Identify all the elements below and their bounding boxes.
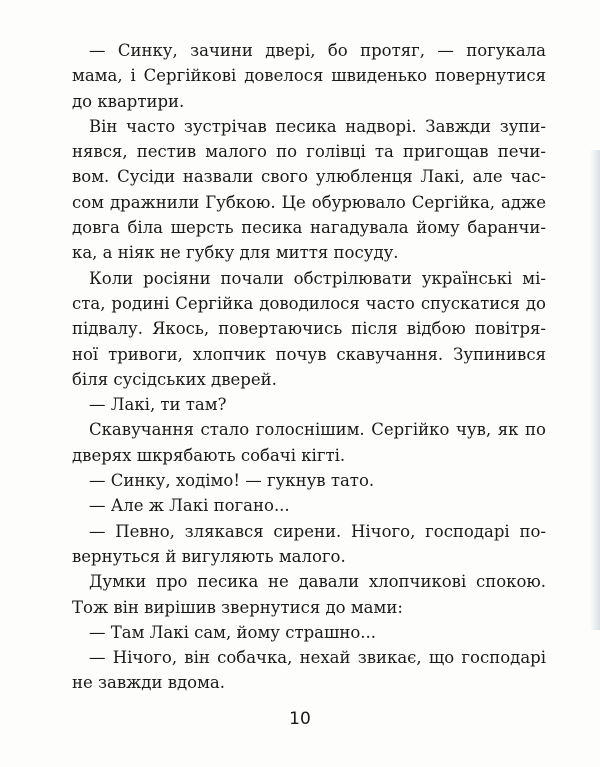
text-line: Тож він вирішив звернутися до мами: xyxy=(72,597,403,617)
text-line: дверях шкрябають собачі кігті. xyxy=(72,445,346,465)
text-line: не завжди вдома. xyxy=(72,673,226,693)
text-line: мама, і Сергійкові довелося швиденько повернутися xyxy=(72,66,546,86)
text-line: — Певно, злякався сирени. Нічого, господарі по- xyxy=(89,521,546,541)
story-text xyxy=(72,38,546,696)
text-line: Думки про песика не давали хлопчикові спокою. xyxy=(89,572,546,592)
text-line: Він часто зустрічав песика надворі. Завжди зупи- xyxy=(89,116,546,136)
text-line: довга біла шерсть песика нагадувала йому баранчи- xyxy=(72,218,546,238)
text-line: — Але ж Лакі погано... xyxy=(89,496,290,516)
text-line: до квартири. xyxy=(72,91,185,111)
text-line: біля сусідських дверей. xyxy=(72,369,277,389)
text-line: — Синку, зачини двері, бо протяг, — погукала xyxy=(89,41,546,60)
text-line: — Синку, ходімо! — гукнув тато. xyxy=(89,471,375,491)
text-line: Коли росіяни почали обстрілювати українські мі- xyxy=(89,268,546,288)
text-line: підвалу. Якось, повертаючись після відбою повітря- xyxy=(72,319,546,339)
text-line: ста, родині Сергійка доводилося часто спускатися до xyxy=(72,293,546,313)
text-line: ка, а ніяк не губку для миття посуду. xyxy=(72,243,399,263)
text-line: вом. Сусіди назвали свого улюбленця Лакі, але час- xyxy=(72,167,546,187)
text-line: сом дражнили Губкою. Це обурювало Сергійка, адже xyxy=(72,192,546,212)
page-edge-shadow xyxy=(590,150,600,630)
page-number: 10 xyxy=(289,709,311,729)
text-line: нявся, пестив малого по голівці та пригощав печи- xyxy=(72,142,546,162)
text-line: вернуться й вигуляють малого. xyxy=(72,546,346,566)
text-line: — Там Лакі сам, йому страшно... xyxy=(89,622,377,642)
text-line: ної тривоги, хлопчик почув скавучання. Зупинився xyxy=(72,344,546,364)
text-line: — Лакі, ти там? xyxy=(89,395,227,415)
text-line: — Нічого, він собачка, нехай звикає, що господарі xyxy=(89,648,546,668)
text-line: Скавучання стало голоснішим. Сергійко чув, як по xyxy=(89,420,546,440)
